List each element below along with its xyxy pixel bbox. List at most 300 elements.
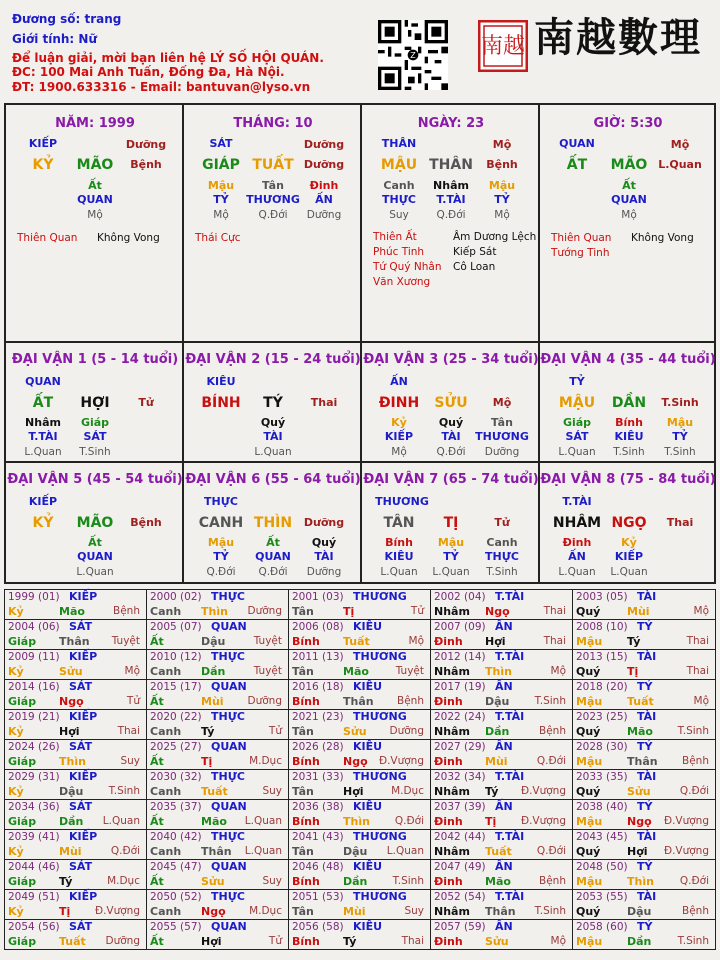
pillar-state: Dưỡng (303, 138, 345, 151)
annual-year-can: Kỷ (8, 725, 24, 738)
hidden-state: L.Quan (432, 566, 470, 578)
hidden-star: QUAN (255, 550, 291, 563)
annual-year-state: Dưỡng (247, 695, 282, 707)
annual-year-label: 2014 (16) (8, 681, 60, 693)
annual-year-star: TỶ (637, 920, 653, 933)
annual-year-star: QUAN (211, 680, 247, 693)
hidden-star: ẤN (315, 193, 333, 206)
dai-van-state: Bệnh (130, 516, 162, 529)
annual-year-star: T.TÀI (495, 830, 525, 843)
annual-year-star: THƯƠNG (353, 830, 407, 843)
hidden-star: TỶ (494, 193, 510, 206)
annual-year-chi: Mão (627, 725, 653, 738)
special-star: Kiếp Sát (453, 246, 497, 258)
annual-year-cell (573, 920, 715, 950)
special-star: Thiên Quan (17, 232, 78, 244)
annual-year-chi: Thìn (343, 815, 370, 828)
dai-van-title: ĐẠI VẬN 4 (35 - 44 tuổi) (540, 352, 716, 367)
annual-year-state: T.Sinh (108, 785, 140, 797)
annual-year-state: T.Sinh (534, 905, 566, 917)
hidden-state: Suy (389, 209, 409, 221)
annual-year-star: QUAN (211, 860, 247, 873)
special-star: Văn Xương (373, 276, 431, 288)
dai-van-star: THƯƠNG (375, 495, 429, 508)
dai-van-title: ĐẠI VẬN 8 (75 - 84 tuổi) (540, 472, 716, 487)
special-star: Thiên Quan (551, 232, 612, 244)
dai-van-can: ẤT (32, 395, 54, 411)
annual-year-star: THỰC (211, 770, 245, 783)
annual-year-label: 2005 (07) (150, 621, 202, 633)
annual-year-star: TỶ (637, 860, 653, 873)
annual-year-can: Đinh (434, 695, 463, 708)
special-star: Thiên Ất (373, 231, 417, 243)
annual-year-cell (431, 590, 573, 620)
hidden-star: TỶ (213, 193, 229, 206)
annual-year-star: THƯƠNG (353, 650, 407, 663)
annual-year-chi: Dậu (343, 845, 368, 858)
hidden-star: SÁT (565, 430, 589, 443)
pillar-state: Dưỡng (125, 138, 167, 151)
annual-year-state: Thai (686, 635, 709, 647)
hidden-star: THỰC (485, 550, 519, 563)
hidden-stem: Nhâm (433, 179, 469, 192)
dai-van-star: THỰC (204, 495, 238, 508)
annual-year-star: THƯƠNG (353, 770, 407, 783)
annual-year-cell (431, 890, 573, 920)
pillar-can: GIÁP (202, 157, 240, 173)
annual-year-star: TỶ (637, 800, 653, 813)
annual-year-state: Thai (543, 635, 566, 647)
annual-year-label: 2054 (56) (8, 921, 60, 933)
annual-year-label: 2003 (05) (576, 591, 628, 603)
pillar-star: QUAN (559, 137, 595, 150)
annual-year-label: 2053 (55) (576, 891, 628, 903)
annual-year-label: 2031 (33) (292, 771, 344, 783)
annual-year-star: SÁT (69, 860, 93, 873)
dai-van-1 (5, 342, 183, 462)
annual-year-cell (5, 770, 147, 800)
annual-year-label: 2009 (11) (8, 651, 60, 663)
annual-year-can: Bính (292, 815, 320, 828)
annual-year-cell (573, 680, 715, 710)
dai-van-chi: DẦN (611, 395, 647, 411)
annual-year-cell (431, 710, 573, 740)
annual-year-can: Ất (150, 695, 164, 708)
hidden-star: TÀI (314, 550, 334, 563)
pillar-state: Mộ (670, 138, 690, 151)
phone-email[interactable]: ĐT: 1900.633316 - Email: bantuvan@lyso.vn (12, 80, 311, 94)
hidden-stem: Canh (486, 536, 518, 549)
annual-year-star: KIẾP (69, 590, 98, 603)
annual-year-cell (289, 860, 431, 890)
pillar-can: KỶ (32, 157, 54, 173)
hidden-star: QUAN (77, 550, 113, 563)
annual-year-cell (573, 890, 715, 920)
dai-van-star: KIẾP (28, 495, 58, 508)
dai-van-state: Mộ (492, 396, 512, 409)
hidden-stem: Mậu (207, 179, 235, 192)
annual-year-cell (289, 920, 431, 950)
dai-van-state: Thai (310, 396, 338, 409)
hidden-state: Mộ (87, 209, 103, 221)
hidden-stem: Bính (615, 416, 643, 429)
dai-van-chi: SỬU (434, 395, 468, 411)
annual-year-can: Quý (576, 845, 601, 858)
annual-year-cell (289, 710, 431, 740)
annual-year-star: T.TÀI (495, 590, 525, 603)
annual-year-label: 2027 (29) (434, 741, 486, 753)
annual-year-can: Bính (292, 695, 320, 708)
dai-van-state: Thai (666, 516, 694, 529)
annual-year-cell (289, 830, 431, 860)
annual-year-cell (147, 740, 289, 770)
hidden-stem: Giáp (80, 416, 110, 429)
annual-year-can: Ất (150, 935, 164, 948)
dai-van-chi: MÃO (76, 515, 114, 531)
annual-year-chi: Tuất (59, 935, 86, 948)
dai-van-6 (183, 462, 361, 583)
dai-van-can: CANH (198, 515, 244, 531)
annual-year-state: Thai (686, 665, 709, 677)
annual-year-can: Bính (292, 755, 320, 768)
annual-year-cell (5, 920, 147, 950)
annual-year-chi: Dần (627, 935, 652, 948)
annual-year-state: Tử (126, 695, 140, 707)
hidden-state: L.Quan (380, 566, 418, 578)
annual-year-can: Ất (150, 875, 164, 888)
annual-year-cell (147, 860, 289, 890)
annual-year-state: Bệnh (539, 875, 566, 887)
annual-year-star: THỰC (211, 650, 245, 663)
annual-year-label: 2021 (23) (292, 711, 344, 723)
annual-year-star: THƯƠNG (353, 590, 407, 603)
pillar-state: Mộ (492, 138, 512, 151)
annual-year-state: L.Quan (102, 815, 140, 827)
annual-year-state: Thai (117, 725, 140, 737)
hidden-state: Mộ (621, 209, 637, 221)
annual-year-star: TỶ (637, 620, 653, 633)
special-star: Không Vong (631, 232, 694, 244)
annual-year-can: Giáp (8, 935, 37, 948)
annual-year-label: 2026 (28) (292, 741, 344, 753)
annual-year-label: 2015 (17) (150, 681, 202, 693)
annual-year-chi: Thân (201, 845, 232, 858)
annual-year-can: Canh (150, 845, 182, 858)
annual-year-star: ẤN (495, 920, 513, 933)
annual-year-can: Canh (150, 905, 182, 918)
annual-year-cell (289, 890, 431, 920)
annual-year-star: TÀI (637, 770, 657, 783)
annual-year-state: Mộ (693, 605, 709, 617)
hidden-stem: Ất (88, 179, 102, 192)
annual-year-cell (5, 830, 147, 860)
hidden-star: TỶ (443, 550, 459, 563)
annual-year-chi: Dậu (201, 635, 226, 648)
hidden-stem: Giáp (562, 416, 592, 429)
annual-year-state: Tuyệt (253, 665, 282, 677)
annual-year-state: Đ.Vượng (663, 815, 709, 827)
annual-year-state: Tuyệt (111, 635, 140, 647)
dai-van-star: T.TÀI (562, 495, 592, 508)
dai-van-7 (361, 462, 539, 583)
hidden-star: THƯƠNG (475, 430, 529, 443)
annual-year-state: Bệnh (682, 905, 709, 917)
annual-year-chi: Dần (201, 665, 226, 678)
annual-year-cell (5, 650, 147, 680)
hidden-star: SÁT (83, 430, 107, 443)
seal-text: 南越 (480, 34, 526, 59)
hidden-stem: Bính (385, 536, 413, 549)
dai-van-2 (183, 342, 361, 462)
hidden-star: QUAN (611, 193, 647, 206)
annual-year-state: Mộ (408, 635, 424, 647)
annual-year-cell (431, 740, 573, 770)
dai-van-4 (539, 342, 715, 462)
annual-year-can: Ất (150, 815, 164, 828)
hidden-stem: Quý (311, 536, 337, 549)
annual-year-chi: Tị (201, 755, 213, 768)
annual-year-label: 2051 (53) (292, 891, 344, 903)
dai-van-state: Tử (494, 516, 510, 529)
annual-year-label: 2045 (47) (150, 861, 202, 873)
hidden-state: L.Quan (558, 446, 596, 458)
hidden-star: T.TÀI (436, 193, 466, 206)
hidden-star: KIÊU (384, 550, 414, 563)
hidden-state: L.Quan (558, 566, 596, 578)
seal-stamp-icon (478, 20, 528, 72)
annual-year-state: Đ.Vượng (94, 905, 140, 917)
hidden-state: Q.Đới (436, 209, 466, 221)
hidden-state: Dưỡng (306, 566, 342, 578)
annual-year-label: 2057 (59) (434, 921, 486, 933)
annual-year-chi: Dậu (485, 695, 510, 708)
annual-year-cell (573, 710, 715, 740)
annual-year-state: L.Quan (244, 815, 282, 827)
annual-year-star: KIÊU (353, 860, 383, 873)
annual-year-cell (289, 770, 431, 800)
annual-year-chi: Hợi (59, 725, 80, 738)
annual-year-star: TÀI (637, 650, 657, 663)
annual-year-star: ẤN (495, 620, 513, 633)
annual-year-state: Dưỡng (389, 725, 424, 737)
hidden-state: Mộ (213, 209, 229, 221)
annual-year-star: THỰC (211, 890, 245, 903)
annual-year-chi: Thìn (627, 875, 654, 888)
hidden-stem: Mậu (666, 416, 694, 429)
annual-year-can: Quý (576, 725, 601, 738)
annual-year-can: Tân (292, 725, 314, 738)
annual-year-can: Nhâm (434, 785, 470, 798)
annual-year-cell (289, 590, 431, 620)
annual-year-can: Bính (292, 935, 320, 948)
annual-year-label: 2013 (15) (576, 651, 628, 663)
annual-year-label: 2016 (18) (292, 681, 344, 693)
pillar-chi-state: Dưỡng (303, 158, 345, 171)
annual-year-can: Tân (292, 605, 314, 618)
annual-year-label: 2037 (39) (434, 801, 486, 813)
hidden-stem: Tân (262, 179, 284, 192)
annual-year-state: T.Sinh (392, 875, 424, 887)
annual-year-star: TÀI (637, 710, 657, 723)
gender: Giới tính: Nữ (12, 32, 97, 46)
annual-year-chi: Tị (59, 905, 71, 918)
annual-year-chi: Ngọ (201, 905, 226, 918)
annual-year-state: Q.Đới (679, 875, 709, 887)
dai-van-chi: THÌN (253, 515, 293, 531)
annual-year-label: 2058 (60) (576, 921, 628, 933)
annual-year-state: M.Dục (107, 875, 140, 887)
hidden-star: KIẾP (384, 430, 414, 443)
annual-year-can: Kỷ (8, 665, 24, 678)
special-star: Thái Cực (195, 232, 241, 244)
pillar-chi-state: Bệnh (130, 158, 162, 171)
annual-year-state: Tuyệt (395, 665, 424, 677)
annual-year-star: TÀI (637, 590, 657, 603)
annual-year-chi: Mùi (485, 755, 508, 768)
annual-year-cell (147, 920, 289, 950)
annual-year-state: Tử (410, 605, 424, 617)
annual-year-label: 2035 (37) (150, 801, 202, 813)
annual-year-star: SÁT (69, 800, 93, 813)
annual-year-chi: Ngọ (627, 815, 652, 828)
pillar-star: THÂN (381, 137, 417, 150)
annual-year-chi: Dậu (59, 785, 84, 798)
annual-year-cell (5, 800, 147, 830)
hidden-state: Q.Đới (436, 446, 466, 458)
annual-year-can: Giáp (8, 695, 37, 708)
annual-year-state: Bệnh (113, 605, 140, 617)
dai-van-star: ẤN (390, 375, 408, 388)
dai-van-8 (539, 462, 715, 583)
dai-van-5 (5, 462, 183, 583)
annual-year-state: Q.Đới (536, 755, 566, 767)
annual-year-chi: Dần (485, 725, 510, 738)
annual-year-can: Nhâm (434, 905, 470, 918)
annual-year-chi: Thìn (59, 755, 86, 768)
annual-year-cell (573, 770, 715, 800)
annual-year-label: 2008 (10) (576, 621, 628, 633)
annual-year-cell (147, 590, 289, 620)
annual-year-label: 2029 (31) (8, 771, 60, 783)
annual-year-can: Kỷ (8, 605, 24, 618)
annual-year-cell (289, 800, 431, 830)
annual-year-state: Suy (262, 785, 282, 797)
annual-year-cell (431, 680, 573, 710)
annual-year-label: 2010 (12) (150, 651, 202, 663)
hidden-stem: Mậu (437, 536, 465, 549)
annual-year-can: Mậu (576, 815, 603, 828)
hidden-star: KIẾP (614, 550, 644, 563)
annual-year-chi: Thân (343, 695, 374, 708)
annual-year-cell (5, 680, 147, 710)
annual-year-label: 2024 (26) (8, 741, 60, 753)
dai-van-title: ĐẠI VẬN 1 (5 - 14 tuổi) (11, 352, 179, 367)
annual-year-label: 2028 (30) (576, 741, 628, 753)
annual-year-chi: Hợi (485, 635, 506, 648)
svg-text:Z: Z (410, 51, 416, 60)
hidden-star: THỰC (382, 193, 416, 206)
annual-year-label: 1999 (01) (8, 591, 60, 603)
chart-grid (4, 103, 716, 584)
hidden-stem: Ất (622, 179, 636, 192)
annual-year-cell (431, 920, 573, 950)
hidden-star: KIÊU (614, 430, 644, 443)
annual-year-chi: Tý (201, 725, 215, 738)
annual-year-can: Canh (150, 785, 182, 798)
hidden-star: TÀI (263, 430, 283, 443)
annual-year-label: 2017 (19) (434, 681, 486, 693)
annual-year-chi: Sửu (627, 785, 651, 798)
annual-year-state: L.Quan (244, 845, 282, 857)
annual-year-state: T.Sinh (534, 695, 566, 707)
qr-code-icon[interactable] (378, 20, 448, 90)
dai-van-star: QUAN (25, 375, 61, 388)
annual-year-chi: Sửu (343, 725, 367, 738)
annual-year-state: Đ.Vượng (663, 845, 709, 857)
annual-year-star: ẤN (495, 680, 513, 693)
annual-year-state: Dưỡng (105, 935, 140, 947)
hidden-state: Q.Đới (258, 209, 288, 221)
annual-year-can: Quý (576, 785, 601, 798)
annual-year-cell (289, 650, 431, 680)
annual-year-chi: Thân (627, 755, 658, 768)
annual-year-label: 2002 (04) (434, 591, 486, 603)
annual-year-cell (5, 740, 147, 770)
annual-year-can: Mậu (576, 635, 603, 648)
pillar-chi-state: L.Quan (658, 158, 702, 171)
annual-year-star: T.TÀI (495, 710, 525, 723)
dai-van-title: ĐẠI VẬN 2 (15 - 24 tuổi) (185, 352, 361, 367)
annual-year-state: Thai (543, 605, 566, 617)
special-star: Cô Loan (453, 261, 496, 273)
hidden-stem: Canh (383, 179, 415, 192)
annual-year-chi: Sửu (485, 935, 509, 948)
annual-year-cell (289, 680, 431, 710)
hidden-state: T.Sinh (486, 566, 518, 578)
annual-year-cell (573, 620, 715, 650)
dai-van-star: KIÊU (206, 375, 236, 388)
hidden-state: T.Sinh (664, 446, 696, 458)
special-star: Phúc Tinh (373, 246, 425, 258)
annual-year-can: Đinh (434, 635, 463, 648)
annual-year-chi: Hợi (343, 785, 364, 798)
hidden-stem: Kỷ (621, 536, 637, 549)
annual-year-state: Bệnh (682, 755, 709, 767)
annual-year-state: Đ.Vượng (520, 815, 566, 827)
annual-year-can: Mậu (576, 875, 603, 888)
annual-year-cell (289, 740, 431, 770)
annual-year-star: ẤN (495, 740, 513, 753)
annual-year-can: Giáp (8, 815, 37, 828)
annual-year-chi: Tuất (201, 785, 228, 798)
annual-year-chi: Mùi (201, 695, 224, 708)
annual-year-star: THỰC (211, 710, 245, 723)
pillar-chi: THÂN (429, 157, 473, 173)
annual-year-label: 2000 (02) (150, 591, 202, 603)
annual-fortune-table (4, 589, 716, 950)
annual-year-star: QUAN (211, 920, 247, 933)
hidden-stem: Mậu (488, 179, 516, 192)
annual-year-state: Q.Đới (110, 845, 140, 857)
annual-year-state: Dưỡng (247, 605, 282, 617)
pillar-title: NĂM: 1999 (55, 116, 135, 131)
annual-year-star: KIÊU (353, 680, 383, 693)
annual-year-star: QUAN (211, 740, 247, 753)
annual-year-chi: Sửu (201, 875, 225, 888)
special-star: Tướng Tinh (551, 247, 610, 259)
hidden-state: Dưỡng (484, 446, 520, 458)
annual-year-can: Kỷ (8, 785, 24, 798)
